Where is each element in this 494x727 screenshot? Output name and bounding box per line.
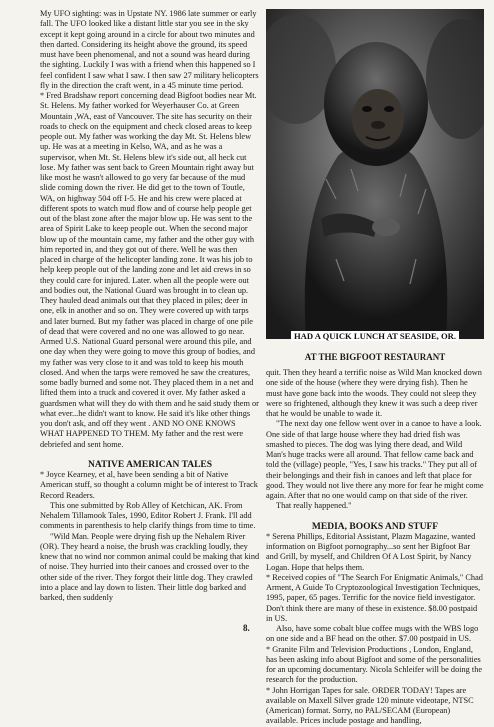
paragraph-serena-phillips: * Serena Phillips, Editorial Assistant, Plazm Magazine, wanted information on Bigfoot pornography...so sent her Bigfoot Bar and Grill, by myself, and Children Of A Lost Spirit, by Nancy Logan. Hope that helps them. — [266, 531, 476, 572]
paragraph-coffee-mugs: Also, have some cobalt blue coffee mugs with the WBS logo on one side and a BF head on the other. $7.00 postpaid in US. — [266, 624, 479, 644]
photo-caption-second-line: AT THE BIGFOOT RESTAURANT — [304, 352, 446, 362]
paragraph-granite-film: * Granite Film and Television Productions , London, England, has been asking info about Bigfoot and some of the personalities for an upcoming documentary. Nicola Schleifer will be doing the research for the production. — [266, 644, 483, 685]
paragraph-received-copies: * Received copies of "The Search For Enigmatic Animals," Chad Arment, A Guide To Cryptozoological Investigation Techniques, 1995, paper, 65 pages. Terrific for the novice field investigator. Don't think there are many of these in existence. $8.00 postpaid in US. — [266, 572, 483, 623]
bigfoot-figure-image — [266, 9, 484, 339]
page-number: 8. — [243, 623, 250, 633]
right-column — [266, 368, 484, 727]
photo-caption: HAD A QUICK LUNCH AT SEASIDE, OR. — [266, 331, 484, 341]
left-column — [40, 9, 260, 603]
bigfoot-photo — [266, 9, 484, 339]
paragraph-wild-man-start: "Wild Man. People were drying fish up the Nehalem River (OR). They heard a noise, the brush was crackling loudly, they knew that no wind nor common animal could be making that kind of noise. They hurried into their canoes and crossed over to the other side of the river. They forgot their little dog. They crawled into a place and lay down to listen. Their little dog barked and barked, then suddenly — [40, 531, 260, 602]
heading-media-books-stuff: MEDIA, BOOKS AND STUFF — [311, 521, 439, 532]
paragraph-next-day: "The next day one fellow went over in a canoe to have a look. One side of that large house where they had dried fish was smashed to pieces. The dog was lying there dead, and Wild Man's huge tracks were all around. That fellow came back and told the (village) people, "Yes, I saw his tracks." They put all of their belongings and their fish in canoes and left that place for good. They would not live there any more for fear he might come again. After that no one would camp on that side of the river. — [266, 419, 484, 500]
paragraph-really-happened: That really happened." — [276, 501, 352, 511]
paragraph-bradshaw-report: * Fred Bradshaw report concerning dead Bigfoot bodies near Mt. St. Helens. My father worked for Weyerhauser Co. at Green Mountain ,WA, east of Vancouver. The site has security on their roads to check on the equipment and check closed areas to keep people out. My father was working the day Mt. St. Helens blew up. He was at a meeting in Kelso, WA, and as he was a supervisor, when Mt. St. Helens blew it's side out, all heck cut lose. My father was sent back to Green Mountain right away but like most he wasn't allowed to go very far because of the mud slide coming down the river. He did get to the town of Toutle, WA, on highway 504 off I-5. He and his crew were placed at different spots to watch mud flow and of course help people get out of the blast zone after the major blow up. He was sent to the area of Spirit Lake to keep people out. When the second major blow up of the mountain came, my father and the other guy with him reported in, and they got out of there. Well he was then placed in charge of the helicopter landing zone. It was his job to help keep people out of the landing zone and let aid crews in so they could care for injured. Later. when all the people were out and bodies out, the National Guard was brought in to clean up. They hauled dead animals out that they placed in piles; deer in one, elk in another and so on. They were covered up with tarps and later burned. But my father was placed in charge of one pile of dead that were covered and no one was allowed to go near. Armed U.S. National Guard personal were around this pile, and one day when they were going to move this group of bodies, and my father was very close to it and was told to keep his mouth closed. And when the tarps were removed he saw the creatures, some badly burned and some not. They placed them in a net and lifted them into a truck and covered it over. My father asked a guardsmen what will they do with them and he said study them or what ever...he didn't want to know. He said it's like other things you don't ask, and off they went . AND NO ONE KNOWS WHAT HAPPENED TO THEM. My father and the rest were debriefed and sent home. — [40, 91, 259, 449]
paragraph-native-source: This one submitted by Rob Alley of Ketchican, AK. From Nehalem Tillamook Tales, 1990, Editor Robert J. Frank. I'll add comments in parenthesis to help clarify things from time to time. — [40, 500, 256, 531]
paragraph-horrigan-tapes: * John Horrigan Tapes for sale. ORDER TODAY! Tapes are available on Maxell Silver grade 120 minute videotape, NTSC (American) format. Sorry, no PAL/SECAM (European) available. Prices include postage and handling, — [266, 685, 474, 726]
paragraph-wild-man-continued: quit. Then they heard a terrific noise as Wild Man knocked down one side of the house (where they were drying fish). Then he must have gone back into the woods. They could not sleep they were so frightened, although they knew it was such a deep river that he would be unable to wade it. — [266, 368, 482, 418]
heading-native-american-tales: NATIVE AMERICAN TALES — [87, 459, 213, 470]
paragraph-native-intro: * Joyce Kearney, et al, have been sending a bit of Native American stuff, so thought a column might be of interest to Track Record Readers. — [40, 470, 258, 500]
paragraph-ufo-sighting: My UFO sighting: was in Upstate NY. 1986 late summer or early fall. The UFO looked like a distant little star you see in the sky except it kept going around in a circle for about two minutes and then darted. Considering its height above the ground, its speed must have been phenomenal, and not a sound was heard during the sighting. Luckily I was with a friend when this happened so I feel confident I saw what I saw. I then saw 27 military helicopters fly in the direction the craft went, in a 45 minute time period. — [40, 9, 259, 90]
